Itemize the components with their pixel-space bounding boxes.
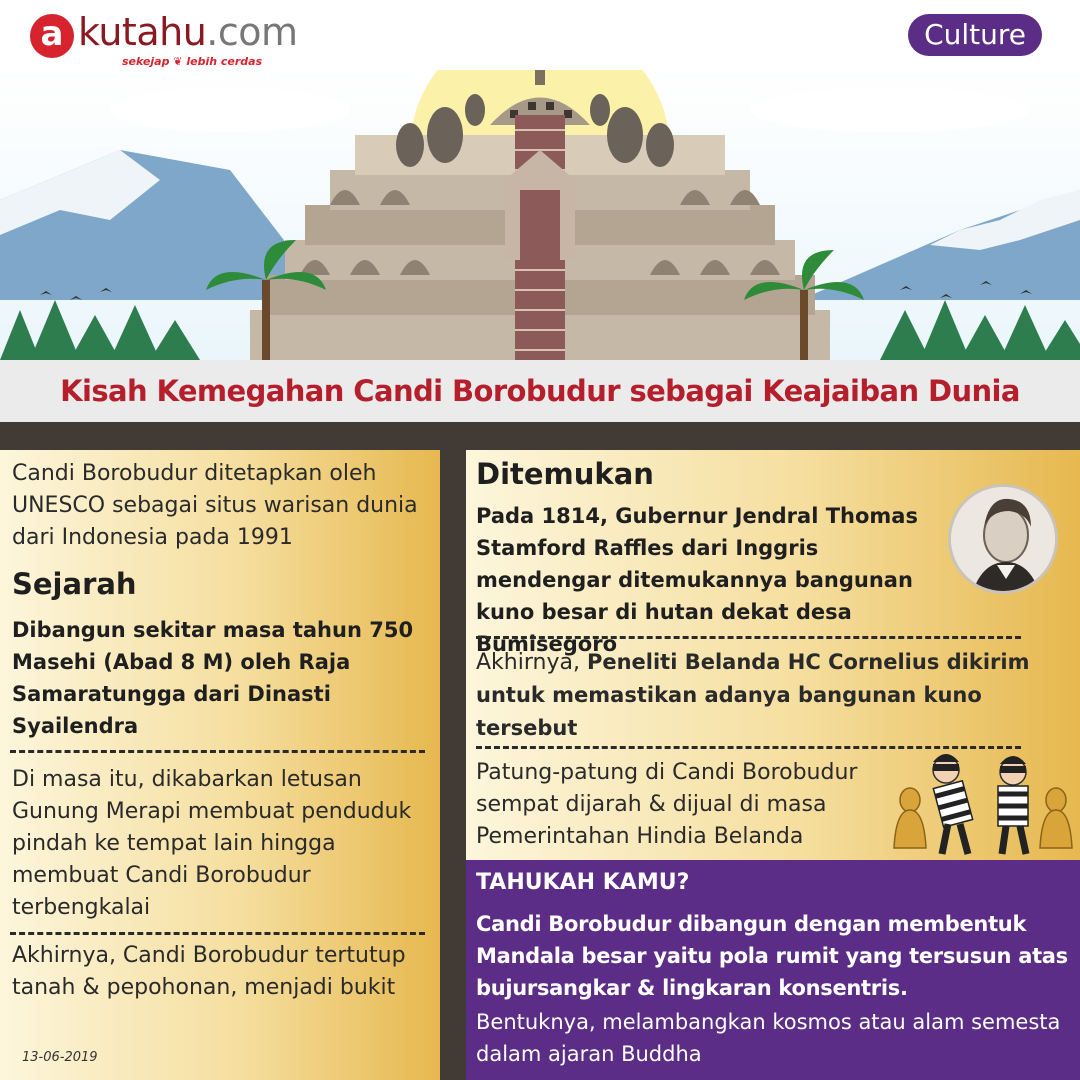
ditemukan-heading: Ditemukan [476,457,654,491]
thief-icon [888,748,1078,858]
title-band [0,360,1080,422]
page-title: Kisah Kemegahan Candi Borobudur sebagai Keajaiban Dunia [60,374,1020,408]
sejarah-heading: Sejarah [12,567,137,601]
publish-date: 13-06-2019 [22,1050,98,1065]
dashed-divider [476,636,1021,639]
dashed-divider [10,750,425,753]
cornelius-paragraph [476,646,1066,745]
cornelius-prefix: Akhirnya, [476,650,587,675]
logo-word: kutahu [78,10,207,54]
borobudur-illustration [0,70,1080,360]
category-badge[interactable]: Culture [908,14,1042,56]
column-divider [440,450,466,1080]
did-you-know-bold: Candi Borobudur dibangun dengan membentuk Mandala besar yaitu pola rumit yang tersusun atas bujursangkar & lingkaran konsentris. [476,912,1068,1000]
raffles-text: Pada 1814, Gubernur Jendral Thomas Stamford Raffles dari Inggris mendengar ditemukannya bangunan kuno besar di hutan dekat desa Bumisegoro [476,504,918,656]
logo-mark: a [30,14,74,58]
merapi-text: Di masa itu, dikabarkan letusan Gunung Merapi membuat penduduk pindah ke tempat lain hingga membuat Candi Borobudur terbengkalai [12,767,412,920]
header [0,0,1080,70]
divider-bar [0,422,1080,450]
logo-tagline: sekejap ❦ lebih cerdas [122,55,263,68]
intro-text: Candi Borobudur ditetapkan oleh UNESCO sebagai situs warisan dunia dari Indonesia pada 1991 [12,461,418,550]
thieves-illustration [888,748,1078,858]
akhirnya-text: Akhirnya, Candi Borobudur tertutup tanah & pepohonan, menjadi bukit [12,943,406,1000]
logo-wordmark [78,10,298,54]
hero-illustration [0,70,1080,360]
logo-domain: .com [206,10,298,54]
did-you-know-text: Bentuknya, melambangkan kosmos atau alam semesta dalam ajaran Buddha [476,1010,1061,1066]
dashed-divider [10,932,425,935]
raffles-portrait [948,484,1058,594]
did-you-know-heading: TAHUKAH KAMU? [476,870,690,895]
sejarah-text: Dibangun sekitar masa tahun 750 Masehi (Abad 8 M) oleh Raja Samaratungga dari Dinasti Syailendra [12,618,414,738]
patung-text: Patung-patung di Candi Borobudur sempat dijarah & dijual di masa Pemerintahan Hindia Belanda [476,760,858,849]
cornelius-text: Peneliti Belanda HC Cornelius dikirim untuk memastikan adanya bangunan kuno tersebut [476,650,1030,740]
